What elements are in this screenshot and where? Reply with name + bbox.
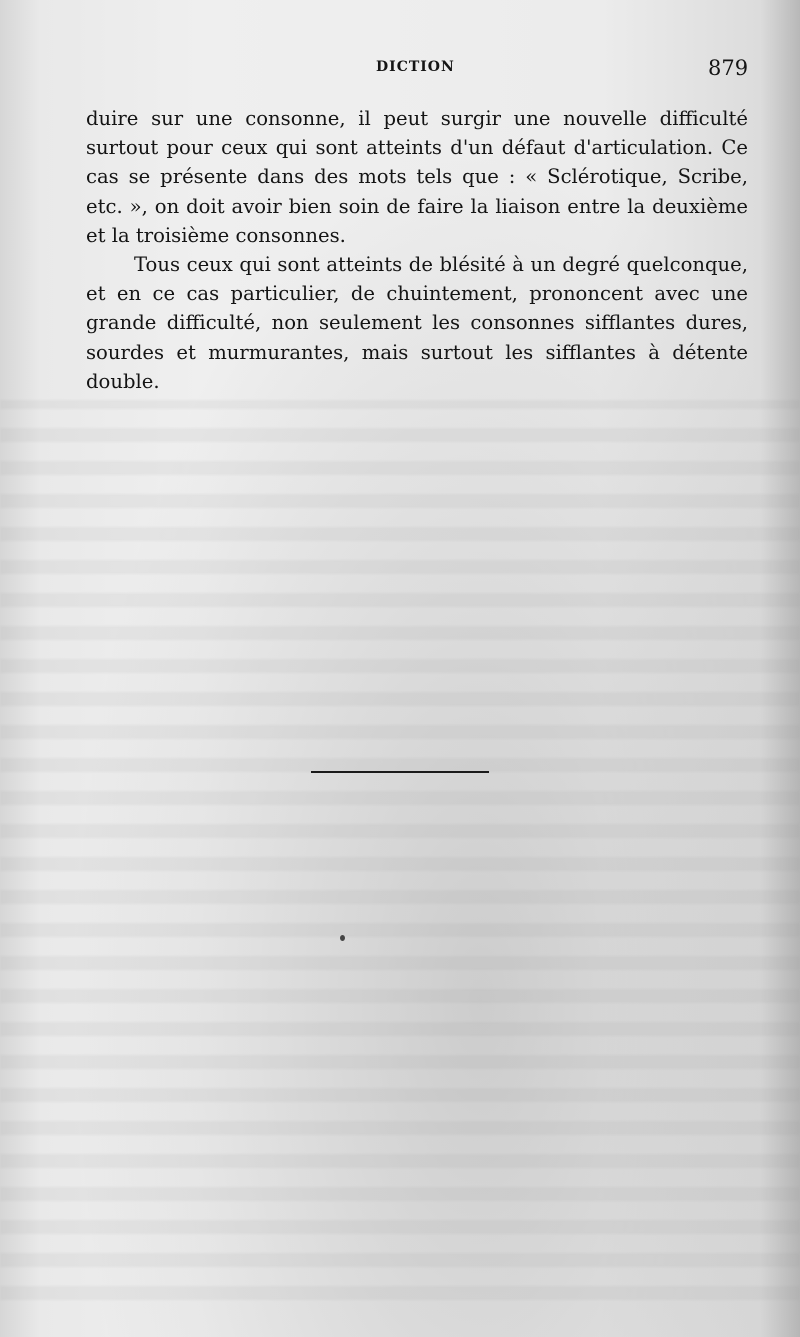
- text-line: grande difficulté, non seulement les consonnes sifflantes dures,: [86, 311, 748, 335]
- body-text: [86, 104, 748, 396]
- running-head: DICTION: [376, 59, 455, 75]
- text-line: double.: [86, 369, 160, 393]
- text-line: surtout pour ceux qui sont atteints d'un défaut d'articulation.: [86, 136, 722, 160]
- text-line: Scribe, etc. », on doit avoir bien soin de faire la liaison entre: [86, 165, 748, 218]
- section-divider: [311, 771, 489, 773]
- paragraph-1: [86, 104, 748, 250]
- page-number: 879: [708, 56, 749, 80]
- page-header: [0, 56, 800, 86]
- ink-speck: [340, 935, 345, 941]
- paragraph-2: [86, 250, 748, 396]
- text-line: la deuxième et la troisième consonnes.: [86, 194, 748, 247]
- text-line: duire sur une consonne, il peut surgir une nouvelle difficulté: [86, 107, 748, 130]
- text-line: sourdes et murmurantes, mais surtout les sifflantes à détente: [86, 340, 748, 364]
- text-line: Tous ceux qui sont atteints de blésité à un degré quelconque,: [134, 253, 748, 277]
- text-line: Ce cas se présente dans des mots tels que : « Sclérotique,: [86, 136, 748, 189]
- text-line: et en ce cas particulier, de chuintement, prononcent avec une: [86, 282, 748, 306]
- bleed-through-text: [0, 400, 800, 1300]
